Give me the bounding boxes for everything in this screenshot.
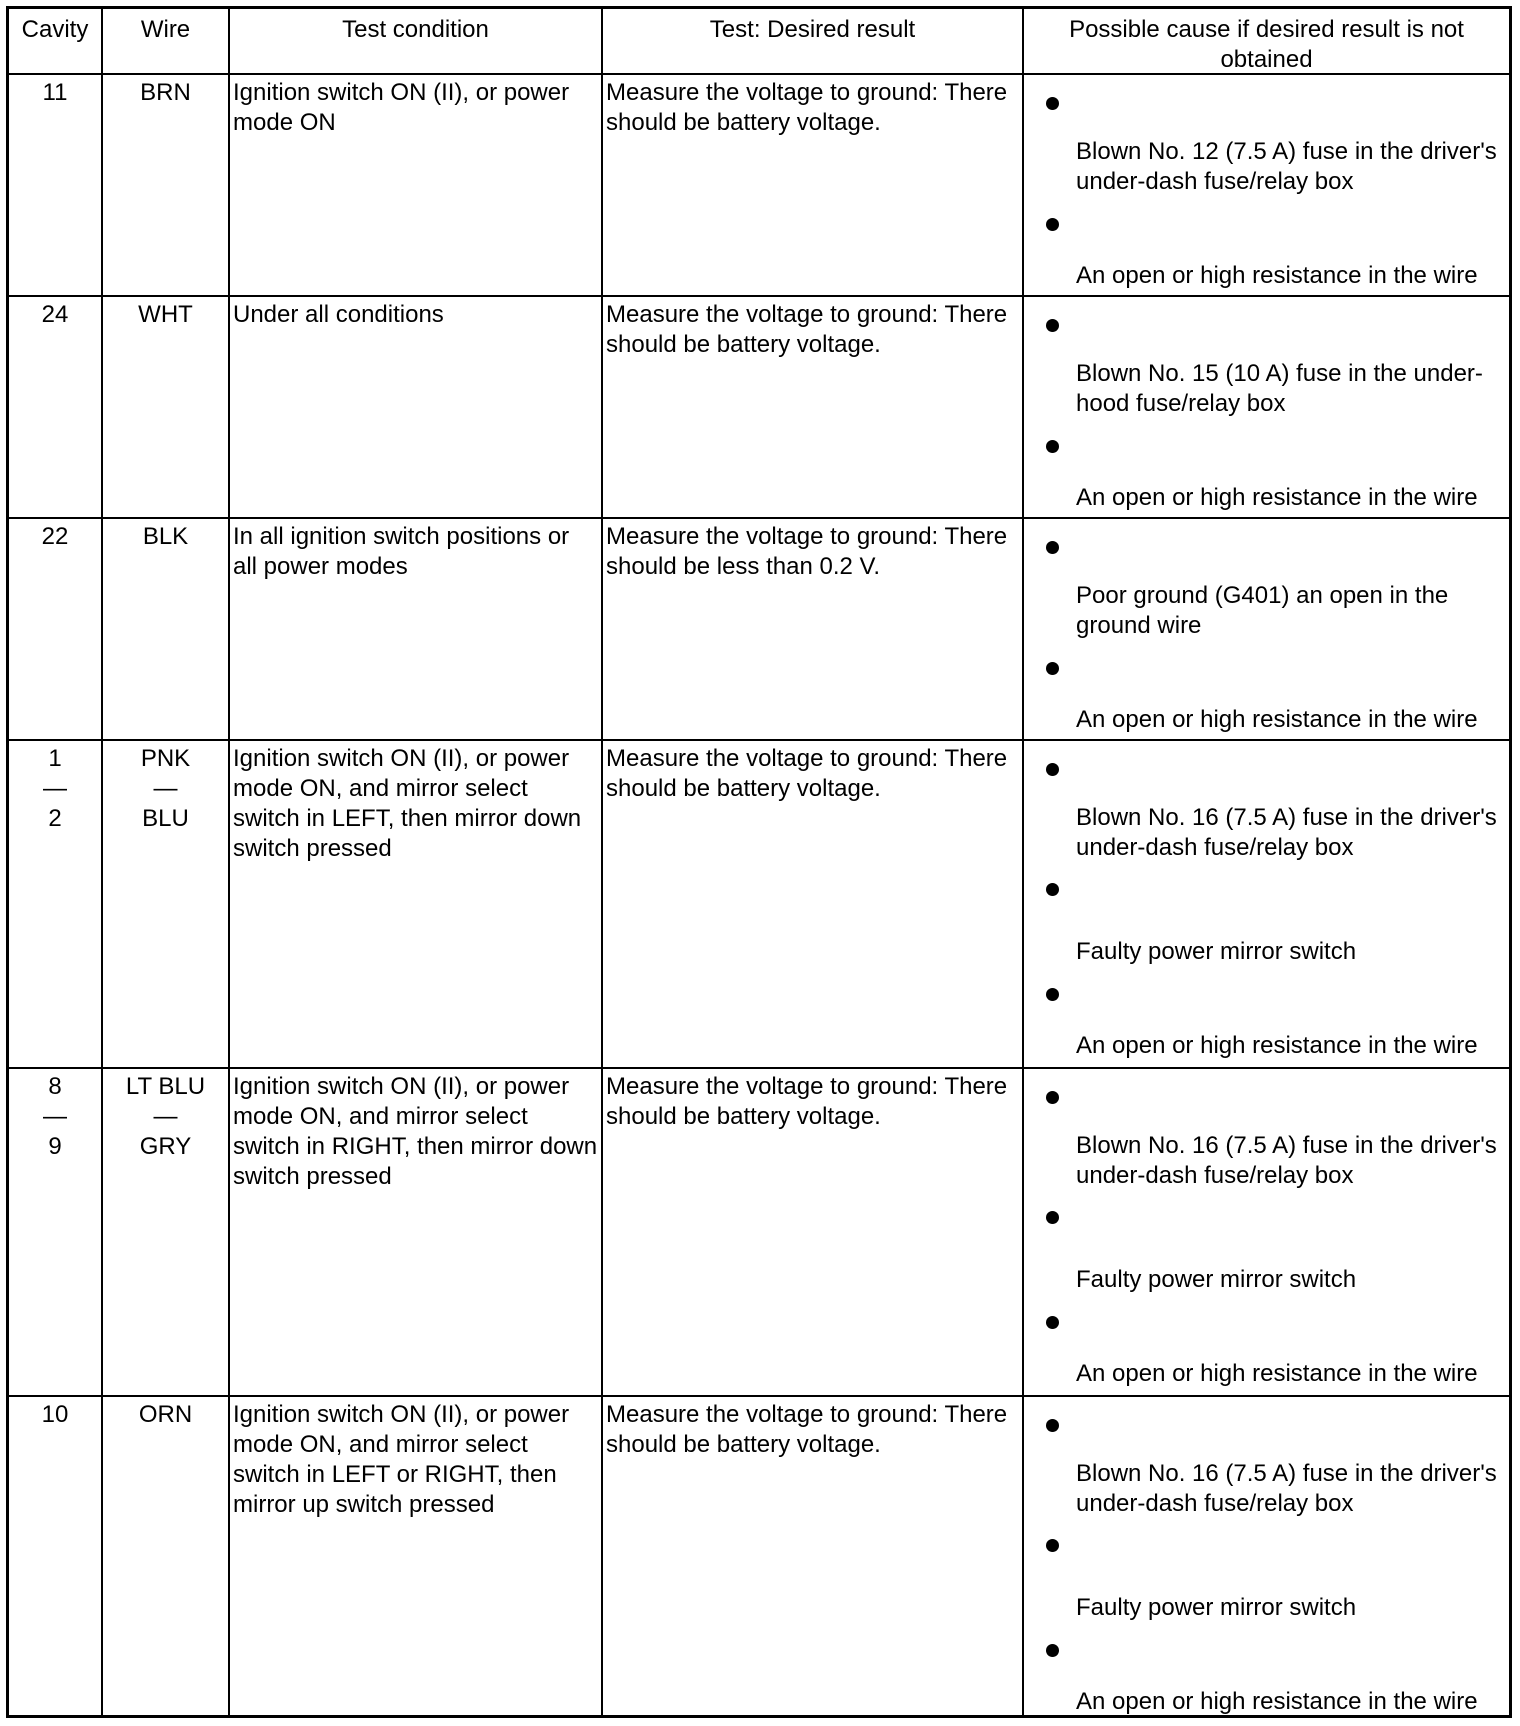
cause-item: Faulty power mirror switch bbox=[1076, 1594, 1357, 1621]
bullet-dot-icon bbox=[1046, 319, 1059, 332]
cause-item: Blown No. 12 (7.5 A) fuse in the driver's under-dash fuse/relay box bbox=[1076, 138, 1497, 195]
possible-cause-cell bbox=[1024, 1069, 1509, 1397]
cavity-cell bbox=[9, 1069, 103, 1397]
header-wire: Wire bbox=[103, 9, 230, 75]
wire-color: GRY bbox=[139, 1133, 192, 1160]
wire-stack bbox=[106, 1072, 225, 1162]
wire-color: WHT bbox=[138, 301, 193, 328]
possible-cause-cell bbox=[1024, 1397, 1509, 1715]
bullet-dot-icon bbox=[1046, 1644, 1059, 1657]
cause-list bbox=[1024, 741, 1509, 1067]
cavity-number: 1 bbox=[48, 745, 62, 772]
cavity-cell bbox=[9, 741, 103, 1069]
cause-item: Blown No. 16 (7.5 A) fuse in the driver's under-dash fuse/relay box bbox=[1076, 1132, 1497, 1189]
wire-color: BLK bbox=[142, 523, 189, 550]
cause-item: An open or high resistance in the wire bbox=[1076, 1032, 1478, 1059]
wire-cell bbox=[103, 1069, 230, 1397]
cavity-cell bbox=[9, 1397, 103, 1715]
wire-stack bbox=[106, 300, 225, 330]
bullet-dot-icon bbox=[1046, 1316, 1059, 1329]
wire-color: BRN bbox=[140, 79, 191, 106]
cavity-stack bbox=[12, 78, 98, 108]
possible-cause-cell bbox=[1024, 519, 1509, 741]
cause-item: Faulty power mirror switch bbox=[1076, 938, 1357, 965]
cavity-cell bbox=[9, 75, 103, 297]
cause-item: Blown No. 15 (10 A) fuse in the under-hood fuse/relay box bbox=[1076, 360, 1483, 417]
wire-cell bbox=[103, 75, 230, 297]
wire-cell bbox=[103, 1397, 230, 1715]
cause-item: Poor ground (G401) an open in the ground wire bbox=[1076, 582, 1449, 639]
header-test-condition: Test condition bbox=[230, 9, 603, 75]
possible-cause-cell bbox=[1024, 297, 1509, 519]
cavity-number: — bbox=[43, 1103, 67, 1130]
bullet-dot-icon bbox=[1046, 1419, 1059, 1432]
cause-list bbox=[1024, 1397, 1509, 1715]
cavity-number: 2 bbox=[48, 805, 62, 832]
bullet-dot-icon bbox=[1046, 988, 1059, 1001]
header-desired-result: Test: Desired result bbox=[603, 9, 1024, 75]
test-condition-cell: Ignition switch ON (II), or power mode ON bbox=[230, 75, 603, 297]
cavity-number: — bbox=[43, 775, 67, 802]
cause-item: An open or high resistance in the wire bbox=[1076, 484, 1478, 511]
bullet-dot-icon bbox=[1046, 97, 1059, 110]
cause-item: An open or high resistance in the wire bbox=[1076, 706, 1478, 733]
connector-test-table bbox=[6, 6, 1512, 1718]
wire-stack bbox=[106, 522, 225, 552]
cavity-cell bbox=[9, 519, 103, 741]
cavity-stack bbox=[12, 522, 98, 552]
bullet-dot-icon bbox=[1046, 662, 1059, 675]
cavity-number: 10 bbox=[41, 1401, 69, 1428]
wire-color: — bbox=[153, 1103, 178, 1130]
cavity-cell bbox=[9, 297, 103, 519]
header-cavity: Cavity bbox=[9, 9, 103, 75]
cause-list bbox=[1024, 519, 1509, 739]
bullet-dot-icon bbox=[1046, 1539, 1059, 1552]
cavity-number: 8 bbox=[48, 1073, 62, 1100]
bullet-dot-icon bbox=[1046, 1091, 1059, 1104]
desired-result-cell: Measure the voltage to ground: There should be battery voltage. bbox=[603, 741, 1024, 1069]
test-condition-cell: In all ignition switch positions or all power modes bbox=[230, 519, 603, 741]
cavity-number: 24 bbox=[41, 301, 69, 328]
bullet-dot-icon bbox=[1046, 541, 1059, 554]
cause-list bbox=[1024, 297, 1509, 517]
cause-item: An open or high resistance in the wire bbox=[1076, 262, 1478, 289]
cause-item: Blown No. 16 (7.5 A) fuse in the driver's under-dash fuse/relay box bbox=[1076, 1460, 1497, 1517]
desired-result-cell: Measure the voltage to ground: There should be battery voltage. bbox=[603, 1069, 1024, 1397]
wire-color: — bbox=[153, 775, 178, 802]
cavity-number: 11 bbox=[42, 79, 68, 106]
cavity-stack bbox=[12, 1400, 98, 1430]
cause-item: Blown No. 16 (7.5 A) fuse in the driver's under-dash fuse/relay box bbox=[1076, 804, 1497, 861]
cause-list bbox=[1024, 75, 1509, 295]
cavity-stack bbox=[12, 300, 98, 330]
wire-cell bbox=[103, 519, 230, 741]
wire-color: ORN bbox=[138, 1401, 193, 1428]
bullet-dot-icon bbox=[1046, 763, 1059, 776]
bullet-dot-icon bbox=[1046, 883, 1059, 896]
cause-item: An open or high resistance in the wire bbox=[1076, 1688, 1478, 1715]
possible-cause-cell bbox=[1024, 741, 1509, 1069]
wire-stack bbox=[106, 78, 225, 108]
wire-color: LT BLU bbox=[125, 1073, 206, 1100]
desired-result-cell: Measure the voltage to ground: There should be battery voltage. bbox=[603, 297, 1024, 519]
desired-result-cell: Measure the voltage to ground: There should be battery voltage. bbox=[603, 1397, 1024, 1715]
wire-stack bbox=[106, 1400, 225, 1430]
desired-result-cell: Measure the voltage to ground: There should be less than 0.2 V. bbox=[603, 519, 1024, 741]
wire-cell bbox=[103, 741, 230, 1069]
desired-result-cell: Measure the voltage to ground: There should be battery voltage. bbox=[603, 75, 1024, 297]
bullet-dot-icon bbox=[1046, 1211, 1059, 1224]
cavity-stack bbox=[12, 1072, 98, 1162]
bullet-dot-icon bbox=[1046, 440, 1059, 453]
test-condition-cell: Ignition switch ON (II), or power mode ON, and mirror select switch in RIGHT, then mirror down switch pressed bbox=[230, 1069, 603, 1397]
cavity-number: 22 bbox=[41, 523, 69, 550]
cavity-number: 9 bbox=[48, 1133, 62, 1160]
wire-color: BLU bbox=[142, 805, 189, 832]
possible-cause-cell bbox=[1024, 75, 1509, 297]
cause-item: An open or high resistance in the wire bbox=[1076, 1360, 1478, 1387]
cause-item: Faulty power mirror switch bbox=[1076, 1266, 1357, 1293]
bullet-dot-icon bbox=[1046, 218, 1059, 231]
wire-stack bbox=[106, 744, 225, 834]
cavity-stack bbox=[12, 744, 98, 834]
cause-list bbox=[1024, 1069, 1509, 1395]
header-possible-cause: Possible cause if desired result is not obtained bbox=[1024, 9, 1509, 75]
wire-cell bbox=[103, 297, 230, 519]
test-condition-cell: Under all conditions bbox=[230, 297, 603, 519]
test-condition-cell: Ignition switch ON (II), or power mode ON, and mirror select switch in LEFT or RIGHT, then mirror up switch pressed bbox=[230, 1397, 603, 1715]
wire-color: PNK bbox=[140, 745, 191, 772]
test-condition-cell: Ignition switch ON (II), or power mode ON, and mirror select switch in LEFT, then mirror down switch pressed bbox=[230, 741, 603, 1069]
